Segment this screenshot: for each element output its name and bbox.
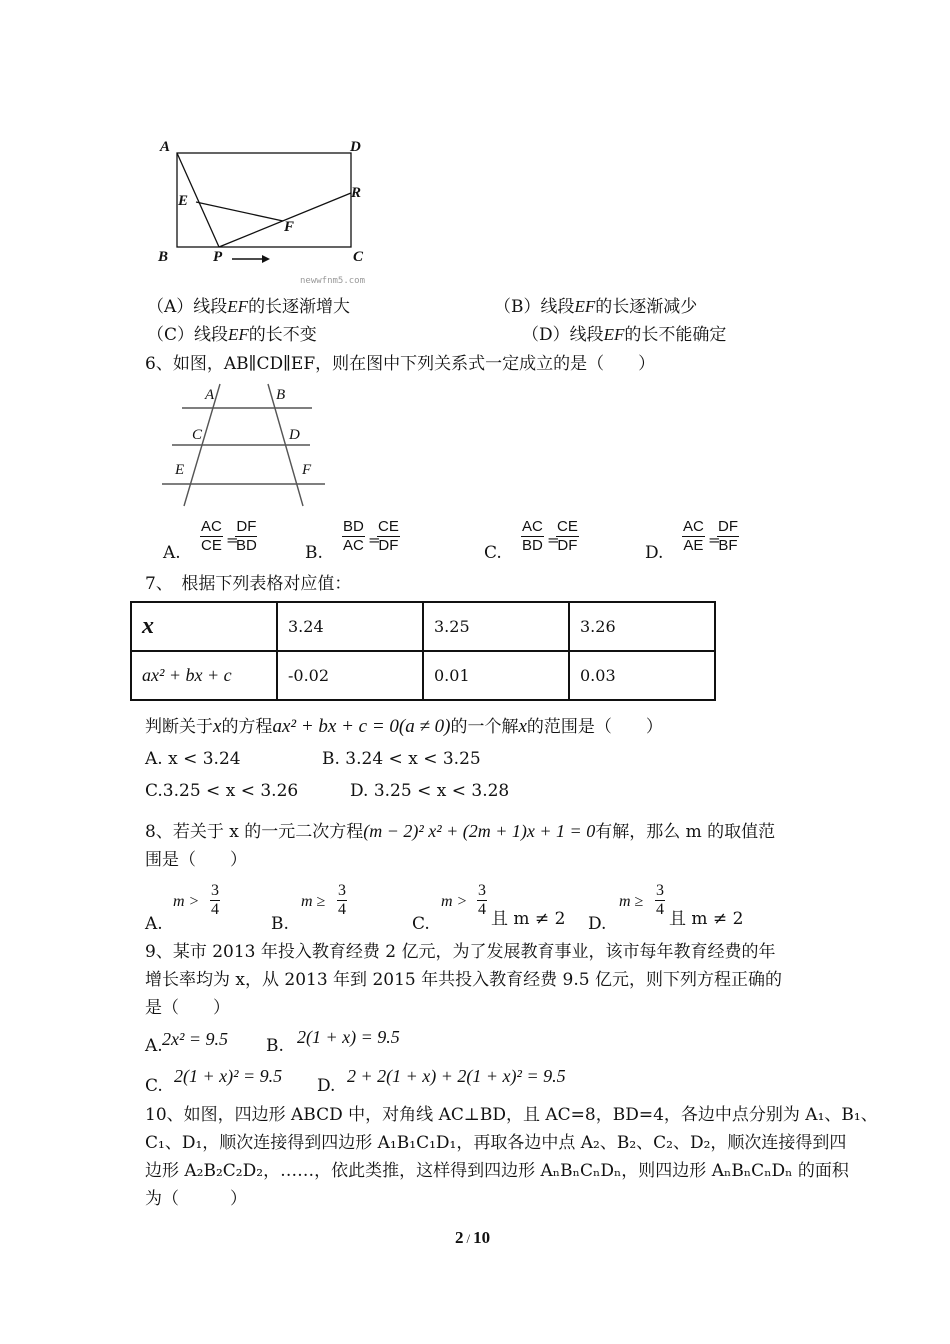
label-F: F	[284, 219, 295, 235]
q10-line-3: 边形 A₂B₂C₂D₂，……，依此类推，这样得到四边形 AₙBₙCₙDₙ，则四边形 AₙBₙCₙDₙ 的面积	[145, 1161, 849, 1181]
table-cell: 0.01	[423, 651, 569, 700]
q8-stem: 8、若关于 x 的一元二次方程(m − 2)² x² + (2m + 1)x + 1 = 0有解，那么 m 的取值范	[145, 821, 776, 842]
label-D: D	[350, 139, 361, 155]
label-B: B	[276, 387, 286, 403]
label-C: C	[192, 427, 203, 443]
q10-line-1: 10、如图，四边形 ABCD 中，对角线 AC⊥BD，且 AC=8，BD=4，各边中点分别为 A₁、B₁、	[145, 1105, 878, 1125]
q10-line-2: C₁、D₁，顺次连接得到四边形 A₁B₁C₁D₁，再取各边中点 A₂、B₂、C₂、D₂，顺次连接得到四	[145, 1133, 847, 1153]
q9-line-1: 9、某市 2013 年投入教育经费 2 亿元，为了发展教育事业，该市每年教育经费的年	[145, 942, 776, 962]
table-cell: 3.26	[569, 602, 715, 651]
label-A: A	[205, 387, 215, 403]
q10-line-4: 为（ ）	[145, 1189, 247, 1209]
label-E: E	[175, 462, 185, 478]
q5-option-d: （D）线段EF的长不能确定	[522, 325, 727, 345]
label-E: E	[178, 193, 189, 209]
table-cell: ax² + bx + c	[131, 651, 277, 700]
table-cell: 3.25	[423, 602, 569, 651]
q7-option-c: C.3.25 < x < 3.26	[145, 781, 299, 801]
q5-option-a: （A）线段EF的长逐渐增大	[147, 297, 351, 317]
q7-option-a: A. x < 3.24	[145, 749, 241, 769]
label-F: F	[302, 462, 312, 478]
label-C: C	[353, 249, 364, 265]
q7-option-b: B. 3.24 < x < 3.25	[322, 749, 481, 769]
table-cell: -0.02	[277, 651, 423, 700]
q7-stem: 7、 根据下列表格对应值：	[145, 574, 352, 594]
table-cell: 0.03	[569, 651, 715, 700]
label-A: A	[160, 139, 171, 155]
q6-stem: 6、如图，AB∥CD∥EF，则在图中下列关系式一定成立的是（ ）	[145, 354, 656, 374]
q7-judge: 判断关于x的方程ax² + bx + c = 0(a ≠ 0)的一个解x的范围是（ ）	[145, 716, 663, 737]
page-number: 2 / 10	[455, 1228, 491, 1247]
q8-stem-2: 围是（ ）	[145, 850, 247, 870]
q5-option-b: （B）线段EF的长逐渐减少	[494, 297, 698, 317]
watermark: newwfnm5.com	[300, 276, 366, 286]
label-D: D	[289, 427, 300, 443]
q9-line-2: 增长率均为 x，从 2013 年到 2015 年共投入教育经费 9.5 亿元，则下列方程正确的	[145, 970, 782, 990]
q9-line-3: 是（ ）	[145, 998, 230, 1018]
label-R: R	[351, 185, 362, 201]
value-table	[130, 601, 716, 701]
table-row	[131, 602, 715, 651]
label-B: B	[158, 249, 169, 265]
table-cell: 3.24	[277, 602, 423, 651]
q5-option-c: （C）线段EF的长不变	[147, 325, 317, 345]
table-cell: x	[131, 602, 277, 651]
table-row	[131, 651, 715, 700]
parallel-lines-figure	[160, 382, 330, 510]
q7-option-d: D. 3.25 < x < 3.28	[350, 781, 510, 801]
label-P: P	[213, 249, 223, 265]
